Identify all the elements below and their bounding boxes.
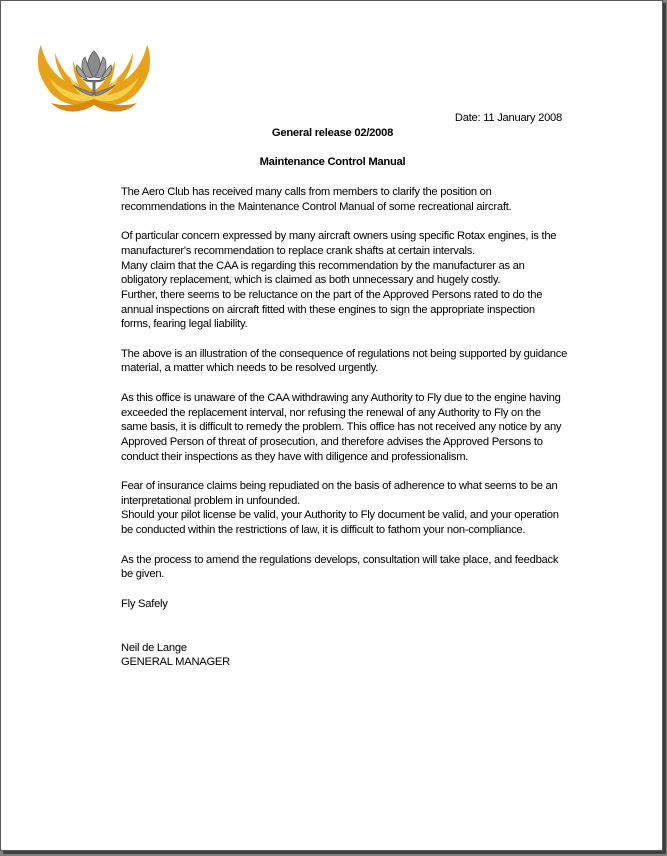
paragraph: As this office is unaware of the CAA withdrawing any Authority to Fly due to the engine having exceeded the replacement interval, nor refusing the renewal of any Authority to Fly on the same basis, it is difficult to remedy the problem. This office has not received any notice by any Approved Person of threat of prosecution, and therefore advises the Approved Persons to conduct their inspections as they have with diligence and professionalism.: [121, 391, 562, 463]
release-heading: General release 02/2008: [271, 127, 394, 139]
closing-line: Fly Safely: [121, 597, 168, 610]
letter-body: [121, 185, 571, 670]
protea-flower: [73, 51, 115, 96]
letter-date: Date: 11 January 2008: [454, 112, 562, 124]
paragraph: As the process to amend the regulations develops, consultation will take place, and feedback be given.: [121, 553, 559, 581]
subject-heading: Maintenance Control Manual: [259, 156, 406, 168]
paragraph: Of particular concern expressed by many aircraft owners using specific Rotax engines, is the manufacturer's recommendation to replace crank shafts at certain intervals. Many claim that the CAA is regarding this recommendation by the manufacturer as an obligatory replacement, which is claimed as both unnecessary and hugely costly. Further, there seems to be reluctance on the part of the Approved Persons rated to do the annual inspections on aircraft fitted with these engines to sign the appropriate inspection forms, fearing legal liability.: [121, 230, 557, 331]
signature-block: Neil de Lange GENERAL MANAGER: [121, 641, 230, 669]
paragraph: The above is an illustration of the consequence of regulations not being supported by guidance material, a matter which needs to be resolved urgently.: [121, 347, 568, 375]
paragraph: The Aero Club has received many calls from members to clarify the position on recommendations in the Maintenance Control Manual of some recreational aircraft.: [121, 186, 512, 213]
paragraph: Fear of insurance claims being repudiated on the basis of adherence to what seems to be an interpretational problem in unfounded. Should your pilot license be valid, your Authority to Fly document be valid, and your operation be conducted within the restrictions of law, it is difficult to fathom your non-compliance.: [121, 480, 559, 537]
winged-protea-emblem-icon: [35, 41, 153, 117]
